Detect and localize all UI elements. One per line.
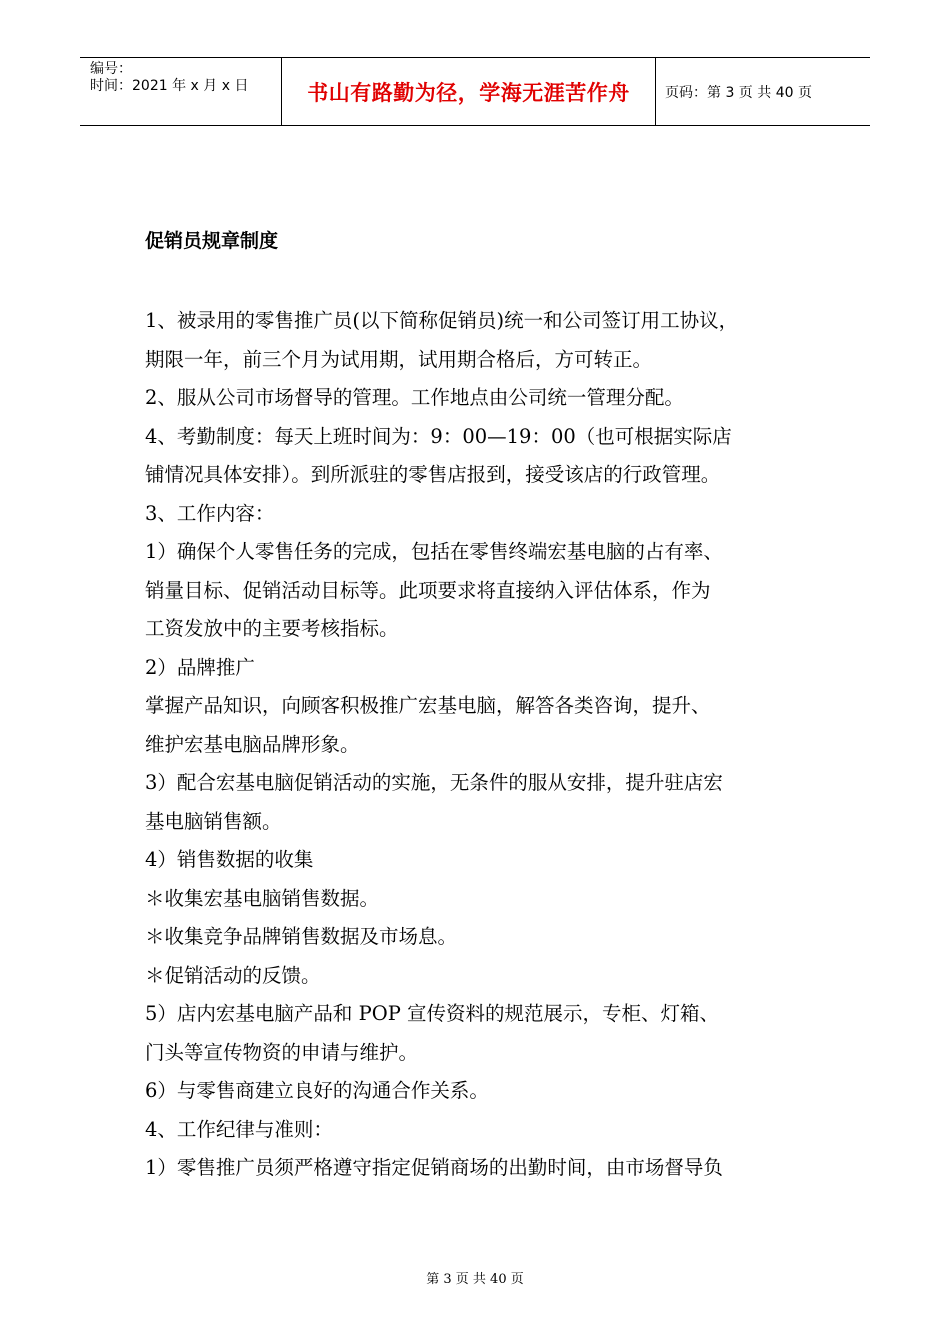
body-line: ＊促销活动的反馈。: [145, 963, 321, 987]
document-body: [145, 302, 835, 1188]
body-line: 3）配合宏基电脑促销活动的实施，无条件的服从安排，提升驻店宏: [145, 771, 723, 794]
body-line: 门头等宣传物资的申请与维护。: [145, 1040, 419, 1064]
page-header: [80, 57, 870, 126]
body-line: 5）店内宏基电脑产品和 POP 宣传资料的规范展示，专柜、灯箱、: [145, 1002, 720, 1025]
document-number-label: 编号：: [90, 61, 132, 77]
body-line: ＊收集宏基电脑销售数据。: [145, 886, 380, 910]
body-line: 基电脑销售额。: [145, 809, 282, 833]
body-line: 维护宏基电脑品牌形象。: [145, 732, 360, 756]
header-page-info: 页码：第 3 页 共 40 页: [665, 84, 812, 101]
body-line: 期限一年，前三个月为试用期，试用期合格后，方可转正。: [145, 347, 653, 371]
body-line: 1）零售推广员须严格遵守指定促销商场的出勤时间，由市场督导负: [145, 1156, 723, 1179]
header-page-cell: [655, 58, 870, 125]
header-motto-cell: [281, 58, 656, 125]
body-line: ＊收集竞争品牌销售数据及市场息。: [145, 925, 458, 948]
body-line: 1）确保个人零售任务的完成，包括在零售终端宏基电脑的占有率、: [145, 540, 723, 563]
page-footer: 第 3 页 共 40 页: [426, 1272, 524, 1287]
body-line: 6）与零售商建立良好的沟通合作关系。: [145, 1079, 489, 1102]
body-line: 4）销售数据的收集: [145, 848, 314, 871]
body-line: 掌握产品知识，向顾客积极推广宏基电脑，解答各类咨询，提升、: [145, 694, 711, 717]
body-line: 3、工作内容：: [145, 501, 275, 525]
body-line: 2、服从公司市场督导的管理。工作地点由公司统一管理分配。: [145, 386, 684, 409]
body-line: 销量目标、促销活动目标等。此项要求将直接纳入评估体系，作为: [145, 578, 711, 602]
document-time-label: 时间：2021 年 x 月 x 日: [90, 78, 249, 94]
document-title: 促销员规章制度: [145, 230, 279, 252]
header-motto: 书山有路勤为径，学海无涯苦作舟: [307, 79, 630, 105]
body-line: 4、考勤制度：每天上班时间为：9：00—19：00（也可根据实际店: [145, 424, 732, 448]
body-line: 1、被录用的零售推广员(以下简称促销员)统一和公司签订用工协议，: [145, 309, 739, 332]
body-line: 2）品牌推广: [145, 655, 255, 679]
body-line: 4、工作纪律与准则：: [145, 1117, 333, 1141]
header-meta: [80, 58, 280, 125]
body-line: 工资发放中的主要考核指标。: [145, 617, 399, 640]
body-line: 铺情况具体安排）。到所派驻的零售店报到，接受该店的行政管理。: [145, 463, 721, 486]
